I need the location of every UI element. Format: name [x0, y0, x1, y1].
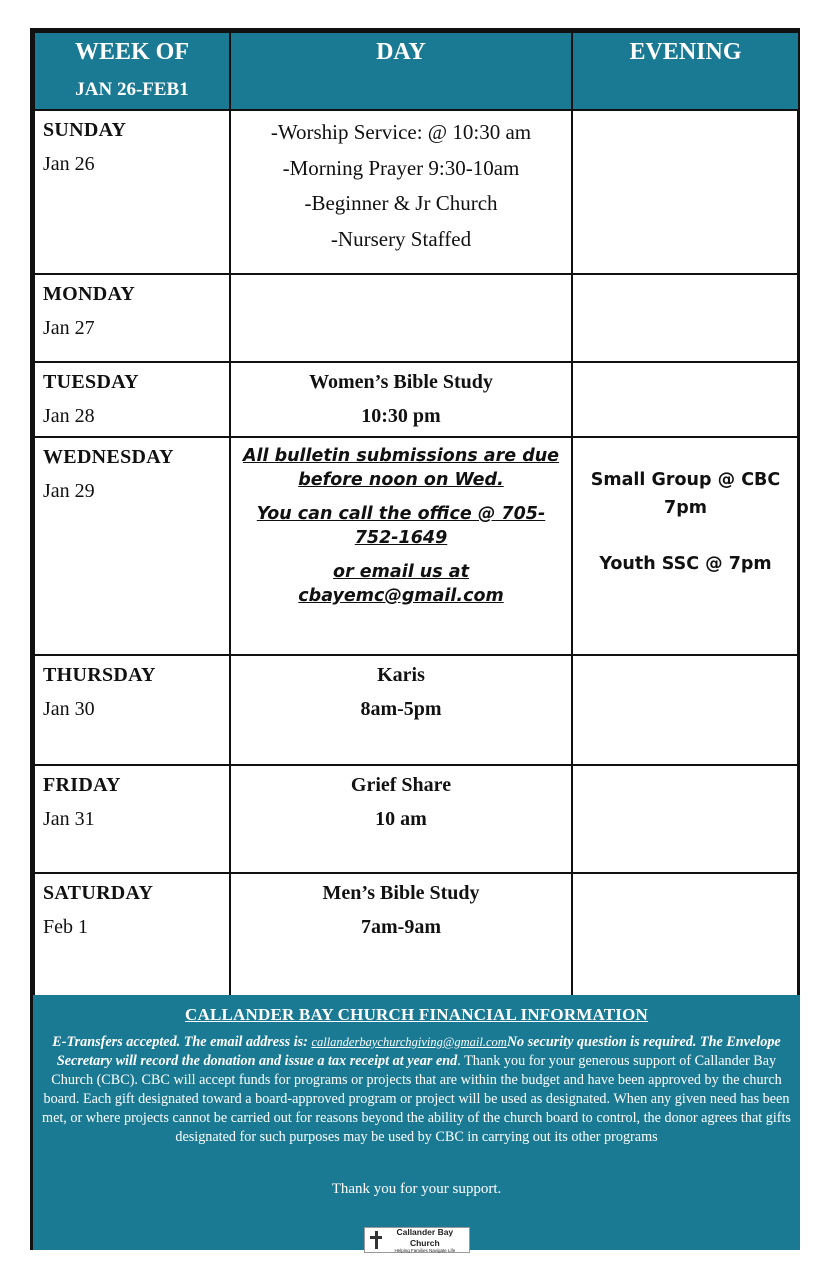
- week-range: JAN 26-FEB1: [75, 79, 189, 100]
- logo-name: Callander Bay Church: [396, 1227, 454, 1248]
- financial-info-title: CALLANDER BAY CHURCH FINANCIAL INFORMATION: [184, 1005, 649, 1024]
- etransfer-instructions: No security question is required. The Envelope Secretary will record the donation and issue a tax receipt at year end: [56, 1034, 781, 1069]
- saturday-label-cell: [33, 872, 231, 997]
- cross-logo-icon: [369, 1231, 382, 1249]
- thank-you-note: Thank you for your support.: [331, 1181, 502, 1197]
- day-date: Jan 27: [43, 317, 95, 339]
- service-line: -Beginner & Jr Church: [304, 191, 498, 215]
- event-title: Karis: [377, 664, 425, 686]
- week-of-label: WEEK OF: [74, 39, 189, 65]
- evening-column-header: [571, 31, 800, 111]
- wednesday-day-cell: [229, 436, 573, 656]
- day-name: FRIDAY: [43, 774, 121, 796]
- day-date: Jan 26: [43, 153, 95, 175]
- thursday-day-cell: [229, 654, 573, 766]
- etransfer-lead: E-Transfers accepted. The email address is:: [52, 1034, 312, 1050]
- wednesday-label-cell: [33, 436, 231, 656]
- wednesday-evening-cell: [571, 436, 800, 656]
- sunday-day-cell: [229, 109, 573, 275]
- sunday-evening-cell: [571, 109, 800, 275]
- service-line: -Worship Service: @ 10:30 am: [270, 120, 532, 144]
- monday-evening-cell: [571, 273, 800, 363]
- office-phone-notice[interactable]: You can call the office @ 705-752-1649: [256, 504, 546, 548]
- logo-tagline: Helping Families Navigate Life: [394, 1248, 456, 1253]
- day-name: WEDNESDAY: [43, 446, 174, 468]
- day-date: Feb 1: [43, 916, 88, 938]
- day-name: MONDAY: [43, 283, 136, 305]
- day-name: THURSDAY: [43, 664, 156, 686]
- financial-policy-text: . Thank you for your generous support of Callander Bay Church (CBC). CBC will accept funds for programs or projects that are within the budget and have been approved by the church board. Each gift designated toward a board-approved program or project will be used as designated. When any given need has been met, or where projects cannot be carried out for reasons beyond the ability of the church board to control, the donor agrees that gifts designated for such purposes may be used by CBC in carrying out its other programs: [42, 1053, 791, 1145]
- day-date: Jan 29: [43, 480, 95, 502]
- service-line: -Morning Prayer 9:30-10am: [282, 155, 520, 180]
- giving-email-link[interactable]: callanderbaychurchgiving@gmail.com: [311, 1035, 507, 1049]
- financial-info-body: [39, 1033, 794, 1147]
- bulletin-deadline-notice: All bulletin submissions are due before noon on Wed.: [242, 446, 560, 490]
- day-name: SATURDAY: [43, 882, 154, 904]
- church-logo: [364, 1227, 470, 1253]
- weekly-schedule-sheet: [30, 28, 800, 1253]
- friday-day-cell: [229, 764, 573, 874]
- event-time: 8am-5pm: [360, 698, 442, 720]
- day-date: Jan 28: [43, 405, 95, 427]
- office-email-notice[interactable]: or email us at cbayemc@gmail.com: [298, 562, 504, 606]
- saturday-day-cell: [229, 872, 573, 997]
- event-time: 7am-9am: [361, 916, 441, 938]
- evening-column-label: EVENING: [629, 39, 742, 65]
- tuesday-evening-cell: [571, 361, 800, 438]
- sunday-label-cell: [33, 109, 231, 275]
- small-group-event: Small Group @ CBC 7pm: [590, 470, 781, 518]
- day-column-label: DAY: [376, 39, 426, 65]
- event-title: Men’s Bible Study: [322, 882, 480, 904]
- day-name: TUESDAY: [43, 371, 139, 393]
- tuesday-day-cell: [229, 361, 573, 438]
- day-name: SUNDAY: [43, 119, 127, 141]
- event-time: 10 am: [375, 808, 427, 830]
- friday-label-cell: [33, 764, 231, 874]
- youth-event: Youth SSC @ 7pm: [599, 554, 772, 574]
- thursday-label-cell: [33, 654, 231, 766]
- thursday-evening-cell: [571, 654, 800, 766]
- day-date: Jan 30: [43, 698, 95, 720]
- monday-day-cell: [229, 273, 573, 363]
- service-line: -Nursery Staffed: [330, 226, 472, 251]
- week-of-header: [33, 31, 231, 111]
- day-column-header: [229, 31, 573, 111]
- friday-evening-cell: [571, 764, 800, 874]
- monday-label-cell: [33, 273, 231, 363]
- day-date: Jan 31: [43, 808, 95, 830]
- tuesday-label-cell: [33, 361, 231, 438]
- event-title: Women’s Bible Study: [309, 371, 493, 393]
- event-title: Grief Share: [350, 774, 452, 796]
- financial-information-panel: [33, 995, 800, 1253]
- saturday-evening-cell: [571, 872, 800, 997]
- event-time: 10:30 pm: [361, 405, 441, 427]
